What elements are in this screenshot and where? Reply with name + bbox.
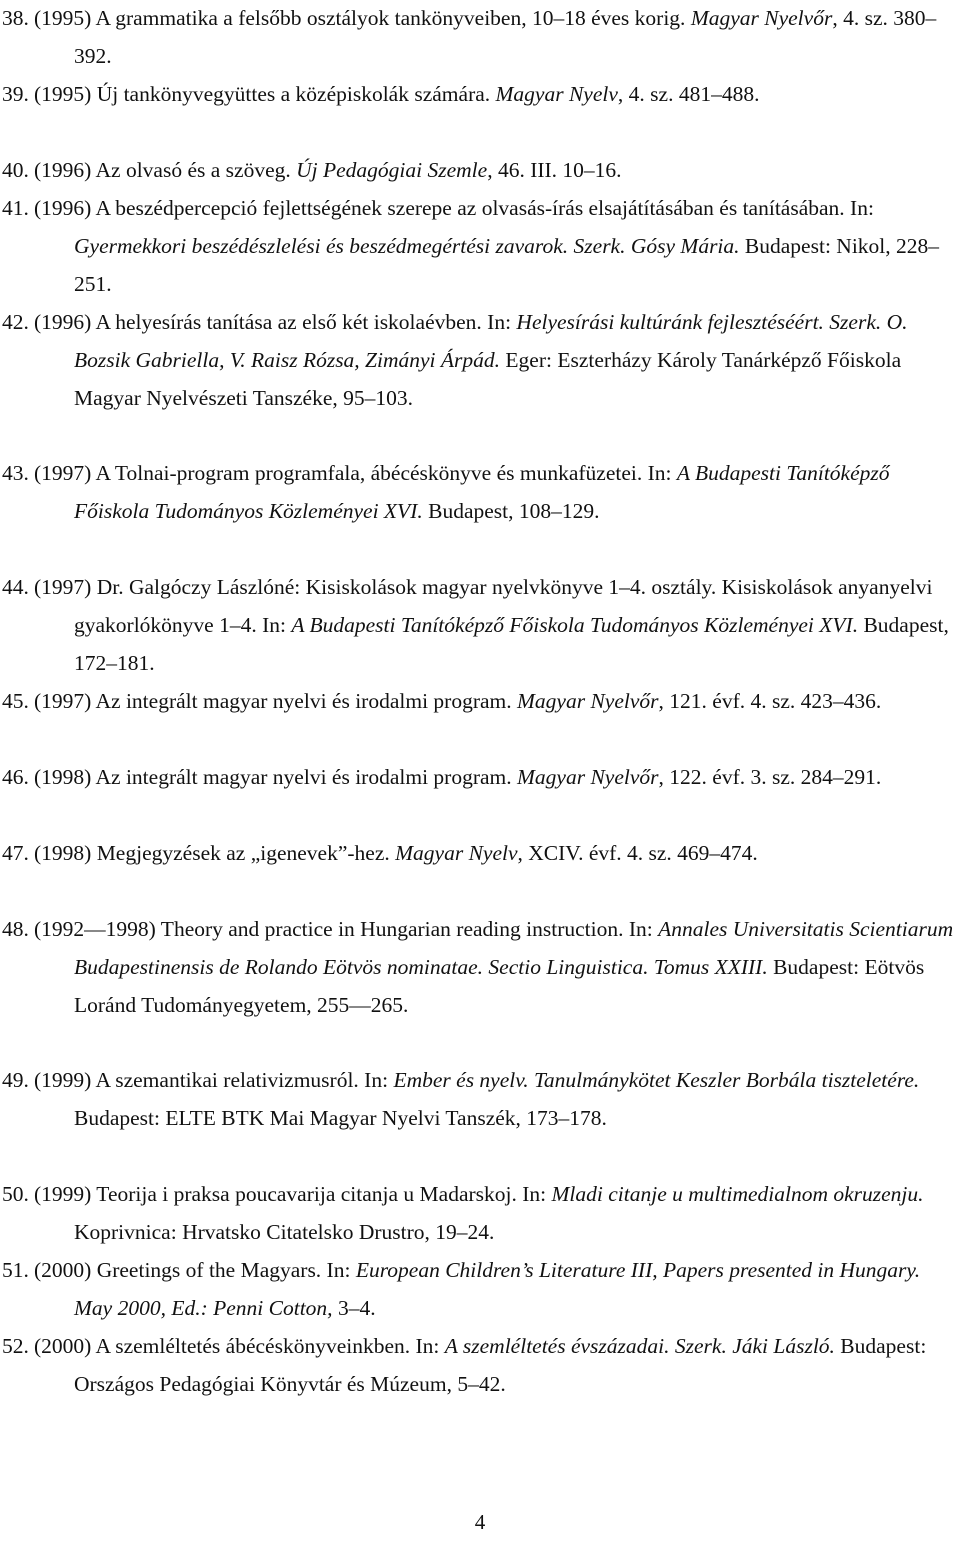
entry-number: 42. [2, 310, 29, 334]
entry-title-italic: Magyar Nyelvőr [690, 6, 833, 30]
entry-text-segment: (1999) Teorija i praksa poucavarija citanja u Madarskoj. In: [34, 1182, 552, 1206]
entry-text-segment: Budapest: Eötvös Loránd Tudományegyetem, 255—265. [74, 954, 925, 1017]
entry-title-italic: Ember és nyelv. Tanulmánykötet Keszler Borbála tiszteletére. [393, 1068, 920, 1092]
entry-text-segment: Koprivnica: Hrvatsko Citatelsko Drustro, 19–24. [74, 1219, 495, 1244]
bibliography-entry [0, 76, 958, 114]
entry-text-segment: (1998) Megjegyzések az „igenevek”-hez. [34, 841, 396, 865]
bibliography-entry [0, 759, 958, 797]
entry-text [34, 569, 958, 682]
entry-number: 48. [2, 917, 29, 941]
entry-text-segment: (1997) Dr. Galgóczy Lászlóné: Kisiskolások magyar nyelvkönyve 1–4. osztály. Kisiskolások anyanyelvi gyakorlókönyve 1–4. In: [34, 575, 933, 637]
entry-text-segment: (1992—1998) Theory and practice in Hungarian reading instruction. In: [34, 917, 659, 941]
entry-text-segment: (1999) A szemantikai relativizmusról. In: [34, 1068, 394, 1092]
entry-text-segment: (1995) A grammatika a felsőbb osztályok tankönyveiben, 10–18 éves korig. [34, 6, 691, 30]
entry-text [34, 911, 958, 1024]
entry-text-segment: , XCIV. évf. 4. sz. 469–474. [517, 841, 758, 865]
entry-text-segment: (1996) Az olvasó és a szöveg. [34, 158, 297, 182]
bibliography-entry [0, 1062, 958, 1138]
page-number: 4 [474, 1510, 486, 1534]
entry-text-segment: Budapest: ELTE BTK Mai Magyar Nyelvi Tanszék, 173–178. [74, 1105, 607, 1130]
bibliography-entry [0, 1176, 958, 1252]
bibliography-entry [0, 1328, 958, 1404]
entry-text-segment: , 4. sz. 380–392. [74, 6, 937, 68]
bibliography-entry [0, 304, 958, 417]
entry-text [34, 1328, 958, 1404]
bibliography-entry [0, 0, 958, 76]
entry-text-segment: (1997) Az integrált magyar nyelvi és irodalmi program. [34, 689, 518, 713]
entry-text [34, 190, 958, 303]
bibliography-entry [0, 1252, 958, 1328]
entry-number: 46. [2, 765, 29, 789]
entry-title-italic: A Budapesti Tanítóképző Főiskola Tudományos Közleményei XVI. [74, 461, 890, 523]
entry-number: 41. [2, 196, 29, 220]
entry-text-segment: (2000) A szemléltetés ábécéskönyveinkben. In: [34, 1334, 445, 1358]
entry-text-segment: Budapest: Nikol, 228–251. [74, 233, 940, 296]
entry-number: 38. [2, 6, 29, 30]
entry-text [34, 455, 958, 531]
entry-number: 50. [2, 1182, 29, 1206]
entry-number: 39. [2, 82, 29, 106]
entry-text-segment: , 46. III. 10–16. [487, 158, 622, 182]
entry-number: 43. [2, 461, 29, 485]
entry-title-italic: Mladi citanje u multimedialnom okruzenju. [551, 1182, 924, 1206]
entry-text [34, 1062, 958, 1138]
bibliography-entry [0, 569, 958, 682]
entry-text-segment: Budapest, 172–181. [74, 612, 949, 675]
entry-number: 49. [2, 1068, 29, 1092]
entry-number: 45. [2, 689, 29, 713]
entry-text [34, 1176, 958, 1252]
entry-text [34, 304, 958, 417]
entry-text-segment: , 121. évf. 4. sz. 423–436. [658, 689, 882, 713]
bibliography-entry [0, 835, 958, 873]
entry-number: 44. [2, 575, 29, 599]
entry-text-segment: 3–4. [332, 1295, 376, 1320]
entry-text-segment: Eger: Eszterházy Károly Tanárképző Főiskola Magyar Nyelvészeti Tanszéke, 95–103. [74, 347, 902, 410]
entry-text-segment: (1996) A beszédpercepció fejlettségének szerepe az olvasás-írás elsajátításában és tanításában. In: [34, 196, 874, 220]
entry-number: 40. [2, 158, 29, 182]
entry-title-italic: Új Pedagógiai Szemle [296, 158, 488, 182]
entry-text-segment: , 122. évf. 3. sz. 284–291. [658, 765, 882, 789]
entry-text-segment: (1998) Az integrált magyar nyelvi és irodalmi program. [34, 765, 518, 789]
entry-title-italic: A Budapesti Tanítóképző Főiskola Tudományos Közleményei XVI. [291, 612, 859, 637]
entry-number: 52. [2, 1334, 29, 1358]
bibliography-entry [0, 683, 958, 721]
entry-text [34, 835, 958, 873]
entry-text [34, 759, 958, 797]
entry-title-italic: Magyar Nyelvőr [517, 689, 659, 713]
entry-text-segment: Budapest, 108–129. [422, 498, 600, 523]
entry-text-segment: , 4. sz. 481–488. [617, 82, 760, 106]
entry-title-italic: A szemléltetés évszázadai. Szerk. Jáki László. [444, 1334, 835, 1358]
entry-title-italic: European Children’s Literature III, Papers presented in Hungary. May 2000, Ed.: Penni Cotton, [74, 1258, 921, 1320]
bibliography-entry [0, 911, 958, 1024]
entry-text [34, 1252, 958, 1328]
entry-number: 47. [2, 841, 29, 865]
entry-title-italic: Magyar Nyelv [495, 82, 618, 106]
bibliography-entry [0, 190, 958, 303]
bibliography-entry [0, 455, 958, 531]
entry-text-segment: (1996) A helyesírás tanítása az első két iskolaévben. In: [34, 310, 517, 334]
entry-text [34, 683, 958, 721]
entry-title-italic: Helyesírási kultúránk fejlesztéséért. Szerk. O. Bozsik Gabriella, V. Raisz Rózsa, Zimányi Árpád. [74, 310, 908, 372]
entry-number: 51. [2, 1258, 29, 1282]
entry-title-italic: Magyar Nyelv [395, 841, 518, 865]
entry-title-italic: Annales Universitatis Scientiarum Budapestinensis de Rolando Eötvös nominatae. Sectio Linguistica. Tomus XXIII. [74, 917, 954, 979]
entry-text [34, 152, 958, 190]
entry-text-segment: (2000) Greetings of the Magyars. In: [34, 1258, 356, 1282]
entry-title-italic: Gyermekkori beszédészlelési és beszédmegértési zavarok. Szerk. Gósy Mária. [74, 233, 740, 258]
entry-text [34, 0, 958, 76]
entry-text-segment: (1997) A Tolnai-program programfala, ábécéskönyve és munkafüzetei. In: [34, 461, 677, 485]
entry-text-segment: Budapest: Országos Pedagógiai Könyvtár és Múzeum, 5–42. [74, 1334, 927, 1396]
bibliography-entry [0, 152, 958, 190]
entry-title-italic: Magyar Nyelvőr [517, 765, 659, 789]
entry-text [34, 76, 958, 114]
entry-text-segment: (1995) Új tankönyvegyüttes a középiskolák számára. [34, 82, 496, 106]
